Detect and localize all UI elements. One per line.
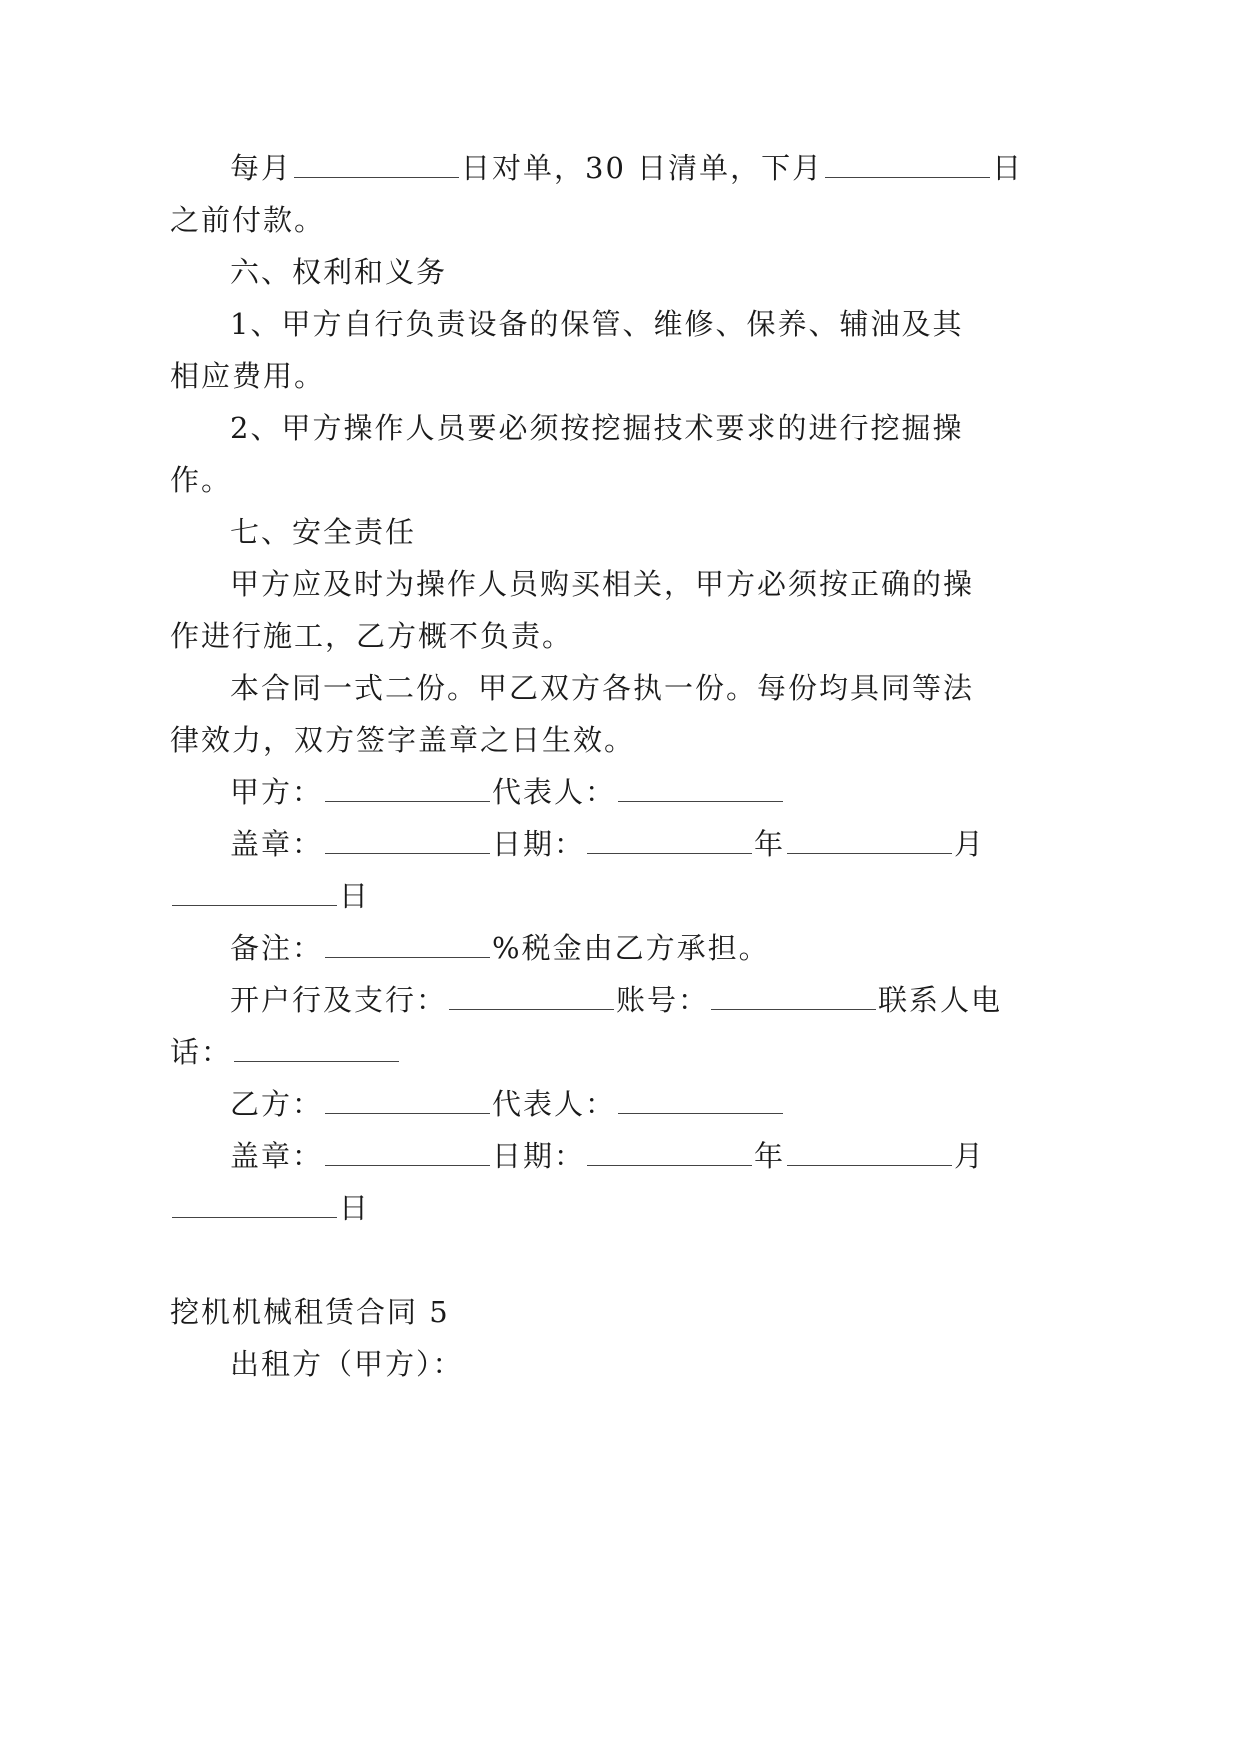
text-segment: 日 — [339, 879, 371, 913]
copies-line-1 — [230, 668, 974, 708]
safety-line-1 — [230, 564, 974, 604]
fill-blank — [787, 827, 952, 854]
text-segment: 月 — [954, 827, 986, 861]
bank-info-line-2 — [170, 1032, 401, 1072]
text-segment: 日 — [992, 151, 1024, 185]
fill-blank — [234, 1035, 399, 1062]
remark-line — [230, 928, 770, 968]
clause-2-line-2 — [170, 460, 232, 500]
text-segment: 年 — [754, 827, 786, 861]
fill-blank — [587, 827, 752, 854]
fill-blank — [825, 151, 990, 178]
fill-blank — [172, 1191, 337, 1218]
text-segment: 代表人： — [492, 1087, 617, 1121]
text-segment: 联系人电 — [878, 983, 1003, 1017]
copies-line-2 — [170, 720, 635, 760]
fill-blank — [449, 983, 614, 1010]
fill-blank — [325, 1087, 490, 1114]
fill-blank — [787, 1139, 952, 1166]
text-segment: 代表人： — [492, 775, 617, 809]
fill-blank — [711, 983, 876, 1010]
fill-blank — [325, 775, 490, 802]
fill-blank — [325, 827, 490, 854]
fill-blank — [587, 1139, 752, 1166]
party-b-day-line — [170, 1188, 370, 1228]
party-b-seal-date-line — [230, 1136, 985, 1176]
text-segment: 之前付款。 — [170, 203, 326, 237]
text-segment: 日期： — [492, 827, 586, 861]
text-segment: 甲方： — [230, 775, 324, 809]
text-segment: 日 — [339, 1191, 371, 1225]
text-segment: 七、安全责任 — [230, 515, 417, 549]
text-segment: 1、甲方自行负责设备的保管、维修、保养、辅油及其 — [230, 307, 964, 341]
text-segment: 挖机机械租赁合同 5 — [170, 1295, 450, 1329]
text-segment: 甲方应及时为操作人员购买相关，甲方必须按正确的操 — [230, 567, 975, 601]
fill-blank — [294, 151, 459, 178]
clause-1-line-2 — [170, 356, 325, 396]
safety-line-2 — [170, 616, 573, 656]
contract-title — [170, 1292, 450, 1332]
bank-info-line-1 — [230, 980, 1002, 1020]
text-segment: 开户行及支行： — [230, 983, 448, 1017]
payment-terms-line-2 — [170, 200, 325, 240]
fill-blank — [618, 1087, 783, 1114]
section-heading-safety — [230, 512, 416, 552]
text-segment: 六、权利和义务 — [230, 255, 448, 289]
text-segment: 盖章： — [230, 1139, 324, 1173]
text-segment: 话： — [170, 1035, 233, 1069]
fill-blank — [172, 879, 337, 906]
party-a-day-line — [170, 876, 370, 916]
text-segment: 作进行施工，乙方概不负责。 — [170, 619, 574, 653]
section-heading-rights — [230, 252, 447, 292]
text-segment: 账号： — [616, 983, 710, 1017]
clause-2-line-1 — [230, 408, 963, 448]
lessor-line — [230, 1344, 464, 1384]
text-segment: 相应费用。 — [170, 359, 326, 393]
party-a-seal-date-line — [230, 824, 985, 864]
text-segment: 月 — [954, 1139, 986, 1173]
party-a-line — [230, 772, 785, 812]
text-segment: 每月 — [230, 151, 293, 185]
fill-blank — [325, 931, 490, 958]
text-segment: 备注： — [230, 931, 324, 965]
party-b-line — [230, 1084, 785, 1124]
text-segment: 律效力，双方签字盖章之日生效。 — [170, 723, 636, 757]
text-segment: 2、甲方操作人员要必须按挖掘技术要求的进行挖掘操 — [230, 411, 964, 445]
payment-terms-line-1 — [230, 148, 1023, 188]
text-segment: 日期： — [492, 1139, 586, 1173]
text-segment: 年 — [754, 1139, 786, 1173]
text-segment: 作。 — [170, 463, 233, 497]
text-segment: 本合同一式二份。甲乙双方各执一份。每份均具同等法 — [230, 671, 975, 705]
text-segment: %税金由乙方承担。 — [492, 931, 770, 965]
fill-blank — [618, 775, 783, 802]
text-segment: 盖章： — [230, 827, 324, 861]
text-segment: 乙方： — [230, 1087, 324, 1121]
text-segment: 日对单，30 日清单，下月 — [461, 151, 824, 185]
fill-blank — [325, 1139, 490, 1166]
text-segment: 出租方（甲方）： — [230, 1347, 464, 1381]
clause-1-line-1 — [230, 304, 963, 344]
